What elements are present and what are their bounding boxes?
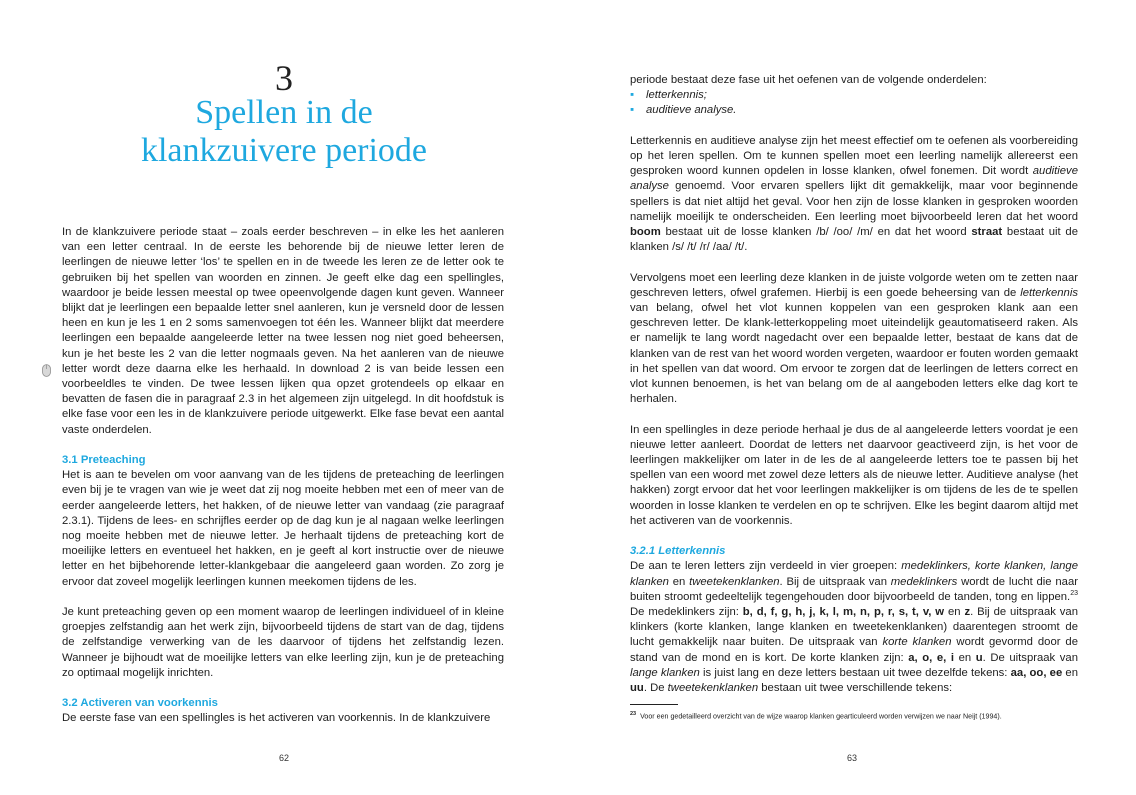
paragraph-spellingles: In een spellingles in deze periode herhaal je dus de al aangeleerde letters voordat je een nieuwe letter aanleert. Doordat de letters net daarvoor geactiveerd zijn, is het voor de leerlingen makkelijker om later in de les de al aangeleerde letters toe te passen bij het spellen van een woord met zowel deze letters als de nieuwe letter. Auditieve analyse (het hakken) zorgt ervoor dat het voor leerlingen makkelijker is om tijdens de les de te spellen woorden in losse klanken te verdelen en op te schrijven. Elke les begint daarom altijd met het activeren van de voorkennis. xyxy=(630,423,1078,527)
paragraph-auditieve-analyse: Letterkennis en auditieve analyse zijn het meest effectief om te oefenen als voorbereiding op het leren spellen. Om te kunnen spellen moet een leerling namelijk allereerst een gesproken woord kunnen opdelen in losse klanken, ofwel fonemen. Dit wordt auditieve analyse genoemd. Voor ervaren spellers lijkt dit gemakkelijk, maar voor beginnende spellers is dat niet altijd het geval. Voor hen zijn de losse klanken in gesproken woorden namelijk moeilijk te onderscheiden. Een leerling moet bijvoorbeeld leren dat het woord boom bestaat uit de losse klanken /b/ /oo/ /m/ en dat het woord straat bestaat uit de klanken /s/ /t/ /r/ /aa/ /t/. xyxy=(630,134,1078,254)
page-number-left: 62 xyxy=(278,753,289,763)
paragraph-letterkennis: Vervolgens moet een leerling deze klanken in de juiste volgorde weten om te zetten naar geschreven letters, ofwel grafemen. Hierbij is een goede beheersing van de letterkennis van belang, ofwel het vlot kunnen koppelen van een gesproken klank aan een geschreven letter. De klank-letterkoppeling moet uiteindelijk geautomatiseerd raken. Als er namelijk te lang wordt nagedacht over een bepaalde letter, bestaat de kans dat de klanken van de rest van het woord worden vergeten, waardoor er fouten worden gemaakt in het spellen van dat woord. Om ervoor te zorgen dat de leerlingen de letters correct en vlot kunnen benoemen, is het van belang om de al aangeboden letters elke dag kort te herhalen. xyxy=(630,271,1078,406)
footnote xyxy=(630,710,1080,721)
page-number-right: 63 xyxy=(846,753,857,763)
paragraph-klankgroepen: De aan te leren letters zijn verdeeld in vier groepen: medeklinkers, korte klanken, lange klanken en tweetekenklanken. Bij de uitspraak van medeklinkers wordt de lucht die naar buiten stroomt gedeeltelijk tegengehouden door bijvoorbeeld de tanden, tong en lippen.$^{23}$ De medeklinkers zijn: b, d, f, g, h, j, k, l, m, n, p, r, s, t, v, w en z. Bij de uitspraak van klinkers (korte klanken, lange klanken en tweetekenklanken) daarentegen stroomt de lucht gemakkelijk naar buiten. De uitspraak van korte klanken wordt gevormd door de stand van de mond en is kort. De korte klanken zijn: a, o, e, i en u. De uitspraak van lange klanken is juist lang en deze letters bestaan uit twee dezelfde tekens: aa, oo, ee en uu. De tweetekenklanken bestaan uit twee verschillende tekens: xyxy=(630,560,1078,695)
bullet-item: ▪ letterkennis; xyxy=(630,88,1078,103)
footnote-text: Voor een gedetailleerd overzicht van de wijze waarop klanken gearticuleerd worden verwijzen we naar Neijt (1994). xyxy=(640,712,1002,721)
chapter-title-line1: Spellen in de xyxy=(195,94,373,131)
bullet-item: ▪ auditieve analyse. xyxy=(630,103,1078,118)
chapter-number: 3 xyxy=(275,58,293,98)
chapter-title xyxy=(0,94,568,170)
paragraph-3-2: De eerste fase van een spellingles is het activeren van voorkennis. In de klankzuivere xyxy=(62,712,491,725)
chapter-title-line2: klankzuivere periode xyxy=(140,132,428,169)
right-page xyxy=(568,0,1136,795)
paragraph-3-1b: Je kunt preteaching geven op een moment waarop de leerlingen individueel of in kleine groepjes zelfstandig aan het werk zijn, bijvoorbeeld tijdens de start van de dag, tijdens de zelfstandige verwerking van de les daarvoor of tijdens het zelfstandig lezen. Wanneer je bijhoudt wat de moeilijke letters van elke leerling zijn, kun je de preteaching zo optimaal mogelijk inrichten. xyxy=(62,606,504,679)
mouse-icon xyxy=(42,364,51,377)
left-body xyxy=(62,225,504,727)
intro-paragraph: In de klankzuivere periode staat – zoals eerder beschreven – in elke les het aanleren van een letter centraal. In de eerste les behorende bij de nieuwe letter leren de leerlingen de nieuwe letter ‘los’ te spellen en in de tweede les leren ze de letter ook te gebruiken bij het spellen van woorden en zinnen. Je geeft elke dag een spellingles, waardoor je beide lessen meestal op twee opeenvolgende dagen kunt geven. Wanneer blijkt dat je leerlingen een bepaalde letter snel aanleren, kun je versneld door de lessen heen en kun je les 1 en 2 soms samenvoegen tot één les. Wanneer blijkt dat meerdere leerlingen een bepaalde aangeleerde letter na twee lessen nog niet goed beheersen, kun je het beste les 2 van die letter nogmaals geven. Na het aanleren van de nieuwe letter wordt deze daarna elke les herhaald. In download 2 is van beide lessen een voorbeeldles te vinden. De twee lessen lijken qua opzet grotendeels op elkaar en bevatten de fasen die in paragraaf 2.3 in het algemeen zijn uitgelegd. In dit hoofdstuk is elke fase voor een les in de klankzuivere periode uitgewerkt. Elke fase bevat een aantal vaste onderdelen. xyxy=(62,226,504,436)
section-heading-3-1: 3.1 Preteaching xyxy=(62,454,146,467)
paragraph-3-1a: Het is aan te bevelen om voor aanvang van de les tijdens de preteaching de leerlingen even bij je te vragen van wie je weet dat zij nog moeite hebben met een of meer van de eerder aangeleerde letters, het hakken, of de nieuwe letter van vandaag (zie paragraaf 2.3.1). Tijdens de lees- en schrijfles eerder op de dag kun je al nagaan welke leerlingen nog moeite hebben met de nieuwe letter. Je herhaalt tijdens de preteaching kort de moeilijke letters en eventueel het hakken, en je geeft al kort instructie over de nieuwe letter en het bijbehorende letter-klankgebaar die aangeleerd gaan worden. Zo zorg je ervoor dat zoveel mogelijk leerlingen kunnen meekomen tijdens de les. xyxy=(62,469,504,588)
right-body xyxy=(630,73,1078,696)
section-heading-3-2: 3.2 Activeren van voorkennis xyxy=(62,697,218,710)
footnote-reference: 23 xyxy=(1070,590,1078,598)
section-heading-3-2-1: 3.2.1 Letterkennis xyxy=(630,545,726,558)
paragraph-continued: periode bestaat deze fase uit het oefenen van de volgende onderdelen: xyxy=(630,74,987,86)
footnote-number: 23 xyxy=(630,711,637,717)
bullet-list xyxy=(630,88,1078,118)
footnote-rule xyxy=(630,704,678,705)
